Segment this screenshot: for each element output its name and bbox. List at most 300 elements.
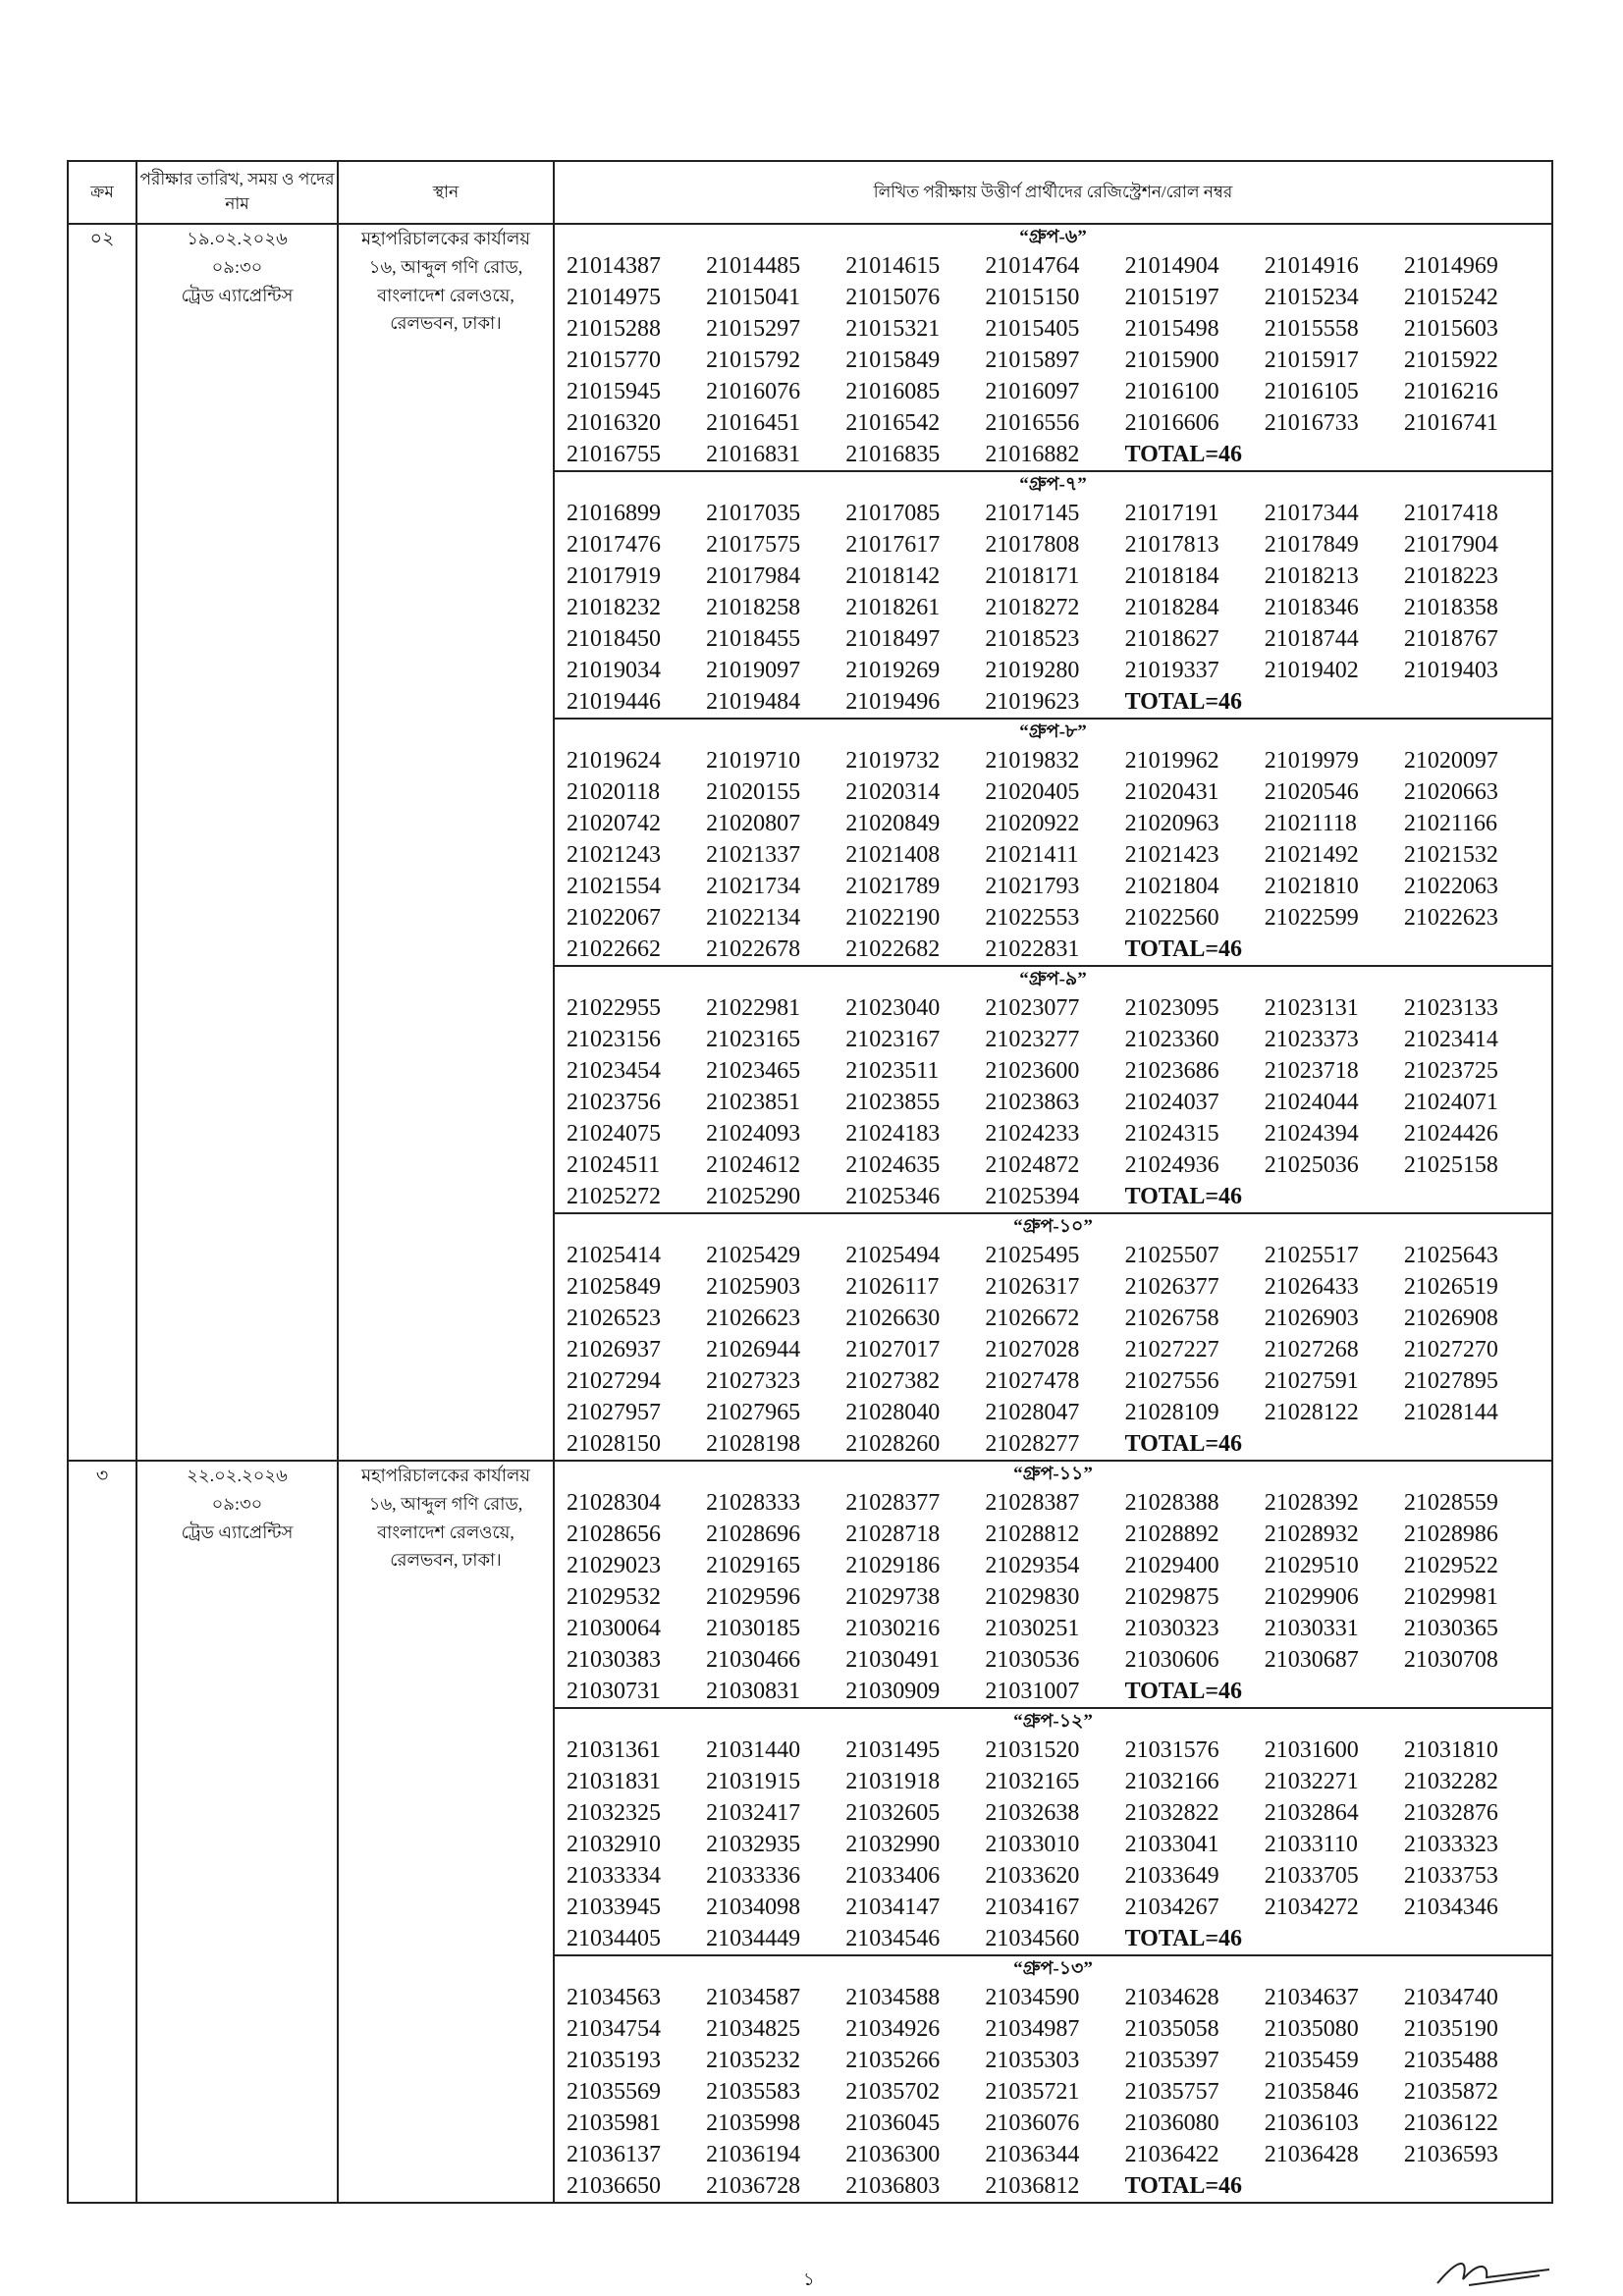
roll-number: 21030216 — [845, 1616, 941, 1641]
roll-number: 21020155 — [706, 779, 801, 805]
roll-number: 21034588 — [845, 1985, 941, 2010]
roll-number: 21027227 — [1124, 1337, 1219, 1362]
roll-number: 21028198 — [706, 1431, 801, 1457]
roll-number: 21020546 — [1264, 779, 1359, 805]
roll-number: 21026672 — [985, 1306, 1080, 1331]
roll-number: 21018627 — [1124, 626, 1219, 652]
roll-number: 21023133 — [1403, 995, 1498, 1021]
roll-number: 21031007 — [985, 1679, 1080, 1704]
roll-number: 21028812 — [985, 1522, 1080, 1547]
roll-number: 21025272 — [567, 1184, 661, 1209]
group-title: “গ্রুপ-১২” — [1013, 1711, 1093, 1732]
roll-number: 21016755 — [567, 442, 661, 467]
roll-number: 21023165 — [706, 1027, 801, 1052]
roll-number: 21018744 — [1264, 626, 1359, 652]
roll-number: 21016831 — [706, 442, 801, 467]
roll-number: 21019446 — [567, 689, 661, 715]
roll-number: 21035266 — [845, 2048, 941, 2073]
roll-number: 21036122 — [1403, 2110, 1498, 2136]
roll-number: 21021793 — [985, 874, 1080, 899]
roll-number: 21023414 — [1403, 1027, 1498, 1052]
roll-number: 21033753 — [1403, 1863, 1498, 1889]
roll-number: 21016216 — [1403, 379, 1498, 404]
roll-number: 21014904 — [1124, 253, 1219, 279]
roll-number: 21034563 — [567, 1985, 661, 2010]
roll-number: 21018272 — [985, 595, 1080, 620]
roll-number: 21025290 — [706, 1184, 801, 1209]
roll-number: 21016076 — [706, 379, 801, 404]
roll-number: 21021423 — [1124, 842, 1219, 868]
roll-number: 21030185 — [706, 1616, 801, 1641]
roll-number: 21026377 — [1124, 1274, 1219, 1300]
roll-number: 21017813 — [1124, 532, 1219, 558]
roll-number: 21028559 — [1403, 1490, 1498, 1516]
groups-cell — [554, 1461, 1552, 2203]
roll-number: 21032605 — [845, 1800, 941, 1826]
roll-number: 21015603 — [1403, 316, 1498, 342]
roll-number: 21032990 — [845, 1832, 941, 1857]
roll-number: 21026758 — [1124, 1306, 1219, 1331]
roll-number: 21033323 — [1403, 1832, 1498, 1857]
roll-number: 21018184 — [1124, 563, 1219, 589]
roll-number: 21029165 — [706, 1553, 801, 1578]
roll-number: 21034740 — [1403, 1985, 1498, 2010]
roll-number: 21025158 — [1403, 1152, 1498, 1178]
roll-grid — [555, 1982, 1551, 2202]
roll-number: 21034267 — [1124, 1895, 1219, 1920]
roll-number: 21029875 — [1124, 1584, 1219, 1610]
roll-number: 21022955 — [567, 995, 661, 1021]
roll-number: 21033649 — [1124, 1863, 1219, 1889]
roll-number: 21020097 — [1403, 748, 1498, 774]
group-title: “গ্রুপ-১১” — [1013, 1464, 1093, 1484]
section-row — [68, 224, 1552, 1461]
roll-grid — [555, 745, 1551, 965]
roll-number: 21026903 — [1264, 1306, 1359, 1331]
roll-number: 21025643 — [1403, 1243, 1498, 1268]
roll-number: 21024635 — [845, 1152, 941, 1178]
roll-number: 21019624 — [567, 748, 661, 774]
roll-number: 21025414 — [567, 1243, 661, 1268]
roll-number: 21034546 — [845, 1926, 941, 1951]
roll-number: 21027895 — [1403, 1368, 1498, 1394]
roll-number: 21030606 — [1124, 1647, 1219, 1673]
roll-number: 21032271 — [1264, 1769, 1359, 1794]
section-date-cell — [136, 224, 338, 1461]
roll-number: 21029023 — [567, 1553, 661, 1578]
roll-number: 21017191 — [1124, 501, 1219, 526]
roll-number: 21022560 — [1124, 905, 1219, 931]
roll-number: 21017919 — [567, 563, 661, 589]
roll-number: 21035702 — [845, 2079, 941, 2105]
roll-number: 21015297 — [706, 316, 801, 342]
roll-number: 21028392 — [1264, 1490, 1359, 1516]
group-title: “গ্রুপ-১০” — [1013, 1216, 1093, 1237]
group-block — [555, 720, 1551, 967]
roll-number: 21015922 — [1403, 347, 1498, 373]
roll-number: 21015897 — [985, 347, 1080, 373]
roll-number: 21021411 — [985, 842, 1079, 868]
roll-number: 21034560 — [985, 1926, 1080, 1951]
roll-number: 21014916 — [1264, 253, 1359, 279]
roll-number: 21021408 — [845, 842, 941, 868]
roll-number: 21024044 — [1264, 1090, 1359, 1115]
roll-number: 21022599 — [1264, 905, 1359, 931]
roll-number: 21019962 — [1124, 748, 1219, 774]
roll-number: 21020922 — [985, 811, 1080, 836]
roll-number: 21018450 — [567, 626, 661, 652]
roll-number: 21016085 — [845, 379, 941, 404]
roll-number: 21019710 — [706, 748, 801, 774]
roll-number: 21022134 — [706, 905, 801, 931]
roll-number: 21026630 — [845, 1306, 941, 1331]
roll-number: 21028040 — [845, 1400, 941, 1425]
group-total: TOTAL=46 — [1124, 1431, 1243, 1457]
roll-number: 21025507 — [1124, 1243, 1219, 1268]
group-title: “গ্রুপ-৮” — [1019, 721, 1087, 742]
group-total: TOTAL=46 — [1124, 1926, 1243, 1951]
roll-number: 21022063 — [1403, 874, 1498, 899]
roll-number: 21018346 — [1264, 595, 1359, 620]
group-title: “গ্রুপ-১৩” — [1013, 1958, 1093, 1979]
roll-number: 21018213 — [1264, 563, 1359, 589]
roll-number: 21032325 — [567, 1800, 661, 1826]
roll-number: 21032935 — [706, 1832, 801, 1857]
roll-number: 21028109 — [1124, 1400, 1219, 1425]
roll-number: 21018223 — [1403, 563, 1498, 589]
header-venue: স্থান — [338, 161, 554, 224]
roll-number: 21034926 — [845, 2016, 941, 2042]
roll-number: 21022682 — [845, 936, 941, 962]
roll-number: 21025036 — [1264, 1152, 1359, 1178]
venue-cell — [338, 1461, 554, 2203]
roll-grid — [555, 1735, 1551, 1954]
roll-number: 21036344 — [985, 2142, 1080, 2167]
roll-number: 21033945 — [567, 1895, 661, 1920]
roll-number: 21034628 — [1124, 1985, 1219, 2010]
roll-number: 21015945 — [567, 379, 661, 404]
roll-number: 21031831 — [567, 1769, 661, 1794]
roll-number: 21027270 — [1403, 1337, 1498, 1362]
roll-number: 21027017 — [845, 1337, 941, 1362]
roll-number: 21036076 — [985, 2110, 1080, 2136]
roll-number: 21019732 — [845, 748, 941, 774]
roll-number: 21015234 — [1264, 285, 1359, 310]
roll-number: 21028932 — [1264, 1522, 1359, 1547]
roll-number: 21030491 — [845, 1647, 941, 1673]
roll-number: 21019403 — [1403, 658, 1498, 683]
roll-number: 21031440 — [706, 1737, 801, 1763]
roll-number: 21028656 — [567, 1522, 661, 1547]
roll-number: 21036728 — [706, 2173, 801, 2199]
roll-number: 21029354 — [985, 1553, 1080, 1578]
roll-number: 21015197 — [1124, 285, 1219, 310]
roll-number: 21022623 — [1403, 905, 1498, 931]
roll-number: 21029830 — [985, 1584, 1080, 1610]
header-row — [68, 161, 1552, 224]
roll-number: 21024426 — [1403, 1121, 1498, 1147]
roll-number: 21015498 — [1124, 316, 1219, 342]
roll-number: 21019979 — [1264, 748, 1359, 774]
roll-number: 21023855 — [845, 1090, 941, 1115]
group-block — [555, 472, 1551, 720]
roll-number: 21032417 — [706, 1800, 801, 1826]
exam-time: ০৯:৩০ — [211, 1493, 263, 1514]
roll-number: 21028277 — [985, 1431, 1080, 1457]
roll-number: 21020314 — [845, 779, 941, 805]
roll-number: 21020742 — [567, 811, 661, 836]
roll-number: 21035303 — [985, 2048, 1080, 2073]
roll-number: 21029906 — [1264, 1584, 1359, 1610]
roll-number: 21014485 — [706, 253, 801, 279]
roll-number: 21032864 — [1264, 1800, 1359, 1826]
roll-number: 21031520 — [985, 1737, 1080, 1763]
roll-number: 21036812 — [985, 2173, 1080, 2199]
roll-number: 21028892 — [1124, 1522, 1219, 1547]
roll-number: 21036428 — [1264, 2142, 1359, 2167]
roll-number: 21018261 — [845, 595, 941, 620]
roll-number: 21026937 — [567, 1337, 661, 1362]
group-title: “গ্রুপ-৯” — [1019, 969, 1087, 989]
roll-number: 21024093 — [706, 1121, 801, 1147]
roll-number: 21027268 — [1264, 1337, 1359, 1362]
roll-number: 21036650 — [567, 2173, 661, 2199]
group-block — [555, 1956, 1551, 2202]
roll-number: 21018284 — [1124, 595, 1219, 620]
roll-number: 21018142 — [845, 563, 941, 589]
roll-number: 21030331 — [1264, 1616, 1359, 1641]
roll-number: 21014387 — [567, 253, 661, 279]
roll-number: 21015321 — [845, 316, 941, 342]
roll-number: 21017476 — [567, 532, 661, 558]
roll-number: 21034405 — [567, 1926, 661, 1951]
roll-number: 21014975 — [567, 285, 661, 310]
roll-number: 21028150 — [567, 1431, 661, 1457]
roll-number: 21032822 — [1124, 1800, 1219, 1826]
roll-number: 21026944 — [706, 1337, 801, 1362]
group-title: “গ্রুপ-৭” — [1019, 474, 1087, 495]
group-total: TOTAL=46 — [1124, 689, 1243, 715]
roll-number: 21035190 — [1403, 2016, 1498, 2042]
roll-number: 21016097 — [985, 379, 1080, 404]
roll-number: 21026523 — [567, 1306, 661, 1331]
roll-number: 21023040 — [845, 995, 941, 1021]
roll-number: 21019484 — [706, 689, 801, 715]
roll-number: 21035488 — [1403, 2048, 1498, 2073]
roll-number: 21016320 — [567, 410, 661, 436]
roll-number: 21030708 — [1403, 1647, 1498, 1673]
roll-number: 21023077 — [985, 995, 1080, 1021]
results-table — [67, 160, 1553, 2204]
roll-number: 21025495 — [985, 1243, 1080, 1268]
roll-number: 21016105 — [1264, 379, 1359, 404]
roll-number: 21035721 — [985, 2079, 1080, 2105]
roll-number: 21035080 — [1264, 2016, 1359, 2042]
roll-number: 21020405 — [985, 779, 1080, 805]
roll-number: 21027965 — [706, 1400, 801, 1425]
group-title: “গ্রুপ-৬” — [1019, 227, 1087, 247]
group-block — [555, 1709, 1551, 1956]
roll-number: 21019097 — [706, 658, 801, 683]
roll-number: 21032282 — [1403, 1769, 1498, 1794]
roll-number: 21035583 — [706, 2079, 801, 2105]
roll-number: 21030383 — [567, 1647, 661, 1673]
roll-number: 21029981 — [1403, 1584, 1498, 1610]
roll-number: 21029532 — [567, 1584, 661, 1610]
roll-number: 21024037 — [1124, 1090, 1219, 1115]
roll-number: 21021804 — [1124, 874, 1219, 899]
roll-number: 21016733 — [1264, 410, 1359, 436]
roll-number: 21017617 — [845, 532, 941, 558]
roll-number: 21024511 — [567, 1152, 661, 1178]
roll-number: 21014764 — [985, 253, 1080, 279]
roll-number: 21015041 — [706, 285, 801, 310]
roll-number: 21021789 — [845, 874, 941, 899]
roll-number: 21015405 — [985, 316, 1080, 342]
group-block — [555, 967, 1551, 1214]
group-block — [555, 225, 1551, 472]
roll-number: 21035981 — [567, 2110, 661, 2136]
roll-number: 21034987 — [985, 2016, 1080, 2042]
roll-number: 21035872 — [1403, 2079, 1498, 2105]
roll-number: 21032166 — [1124, 1769, 1219, 1794]
roll-number: 21018232 — [567, 595, 661, 620]
roll-number: 21017145 — [985, 501, 1080, 526]
header-roll-numbers: লিখিত পরীক্ষায় উত্তীর্ণ প্রার্থীদের রেজিস্ট্রেশন/রোল নম্বর — [554, 161, 1552, 224]
roll-number: 21021118 — [1264, 811, 1357, 836]
roll-number: 21027028 — [985, 1337, 1080, 1362]
roll-number: 21028260 — [845, 1431, 941, 1457]
roll-number: 21021337 — [706, 842, 801, 868]
roll-number: 21036080 — [1124, 2110, 1219, 2136]
roll-number: 21028696 — [706, 1522, 801, 1547]
roll-number: 21034167 — [985, 1895, 1080, 1920]
roll-number: 21023600 — [985, 1058, 1080, 1084]
roll-number: 21027294 — [567, 1368, 661, 1394]
roll-number: 21019496 — [845, 689, 941, 715]
roll-number: 21017984 — [706, 563, 801, 589]
roll-number: 21028377 — [845, 1490, 941, 1516]
roll-number: 21033705 — [1264, 1863, 1359, 1889]
roll-number: 21030687 — [1264, 1647, 1359, 1673]
roll-number: 21017418 — [1403, 501, 1498, 526]
roll-number: 21024315 — [1124, 1121, 1219, 1147]
roll-number: 21015150 — [985, 285, 1080, 310]
roll-number: 21017849 — [1264, 532, 1359, 558]
roll-number: 21025346 — [845, 1184, 941, 1209]
venue-text: মহাপরিচালকের কার্যালয় ১৬, আব্দুল গণি রোড, বাংলাদেশ রেলওয়ে, রেলভবন, ঢাকা। — [361, 229, 530, 334]
roll-number: 21028122 — [1264, 1400, 1359, 1425]
roll-number: 21018497 — [845, 626, 941, 652]
roll-number: 21016556 — [985, 410, 1080, 436]
roll-number: 21021810 — [1264, 874, 1359, 899]
roll-number: 21035058 — [1124, 2016, 1219, 2042]
roll-number: 21030323 — [1124, 1616, 1219, 1641]
roll-number: 21023851 — [706, 1090, 801, 1115]
roll-number: 21035459 — [1264, 2048, 1359, 2073]
signature-icon — [1430, 2254, 1557, 2294]
roll-number: 21032876 — [1403, 1800, 1498, 1826]
venue-cell — [338, 224, 554, 1461]
roll-number: 21014969 — [1403, 253, 1498, 279]
roll-number: 21022190 — [845, 905, 941, 931]
roll-number: 21035232 — [706, 2048, 801, 2073]
roll-number: 21034590 — [985, 1985, 1080, 2010]
roll-number: 21033336 — [706, 1863, 801, 1889]
roll-number: 21017575 — [706, 532, 801, 558]
roll-number: 21023718 — [1264, 1058, 1359, 1084]
roll-number: 21021734 — [706, 874, 801, 899]
roll-number: 21025394 — [985, 1184, 1080, 1209]
roll-number: 21023373 — [1264, 1027, 1359, 1052]
roll-number: 21015917 — [1264, 347, 1359, 373]
groups-cell — [554, 224, 1552, 1461]
roll-number: 21030466 — [706, 1647, 801, 1673]
group-block — [555, 1214, 1551, 1460]
roll-number: 21025849 — [567, 1274, 661, 1300]
roll-number: 21029400 — [1124, 1553, 1219, 1578]
roll-number: 21036803 — [845, 2173, 941, 2199]
roll-number: 21034587 — [706, 1985, 801, 2010]
roll-number: 21015770 — [567, 347, 661, 373]
roll-number: 21019034 — [567, 658, 661, 683]
roll-number: 21029596 — [706, 1584, 801, 1610]
roll-number: 21026317 — [985, 1274, 1080, 1300]
roll-number: 21024183 — [845, 1121, 941, 1147]
roll-number: 21018358 — [1403, 595, 1498, 620]
section-row — [68, 1461, 1552, 2203]
roll-number: 21034098 — [706, 1895, 801, 1920]
roll-number: 21019269 — [845, 658, 941, 683]
roll-number: 21018258 — [706, 595, 801, 620]
section-serial: ৩ — [68, 1461, 136, 2203]
roll-number: 21035569 — [567, 2079, 661, 2105]
roll-number: 21020963 — [1124, 811, 1219, 836]
roll-grid — [555, 992, 1551, 1212]
roll-number: 21035998 — [706, 2110, 801, 2136]
page-number: ১ — [803, 2269, 815, 2289]
roll-number: 21024936 — [1124, 1152, 1219, 1178]
roll-number: 21034272 — [1264, 1895, 1359, 1920]
roll-number: 21015849 — [845, 347, 941, 373]
roll-number: 21017904 — [1403, 532, 1498, 558]
roll-number: 21035846 — [1264, 2079, 1359, 2105]
roll-number: 21033406 — [845, 1863, 941, 1889]
roll-number: 21021166 — [1403, 811, 1497, 836]
roll-number: 21028047 — [985, 1400, 1080, 1425]
roll-number: 21032165 — [985, 1769, 1080, 1794]
roll-number: 21016100 — [1124, 379, 1219, 404]
roll-number: 21034754 — [567, 2016, 661, 2042]
roll-number: 21025903 — [706, 1274, 801, 1300]
roll-grid — [555, 498, 1551, 718]
roll-grid — [555, 1240, 1551, 1460]
roll-number: 21035397 — [1124, 2048, 1219, 2073]
roll-number: 21027382 — [845, 1368, 941, 1394]
roll-number: 21017344 — [1264, 501, 1359, 526]
roll-number: 21027478 — [985, 1368, 1080, 1394]
roll-number: 21029510 — [1264, 1553, 1359, 1578]
roll-number: 21021243 — [567, 842, 661, 868]
roll-number: 21032638 — [985, 1800, 1080, 1826]
roll-number: 21029186 — [845, 1553, 941, 1578]
roll-number: 21018523 — [985, 626, 1080, 652]
roll-number: 21015076 — [845, 285, 941, 310]
roll-number: 21036300 — [845, 2142, 941, 2167]
roll-number: 21016741 — [1403, 410, 1498, 436]
header-date-time-post: পরীক্ষার তারিখ, সময় ও পদের নাম — [136, 161, 338, 224]
roll-number: 21015242 — [1403, 285, 1498, 310]
